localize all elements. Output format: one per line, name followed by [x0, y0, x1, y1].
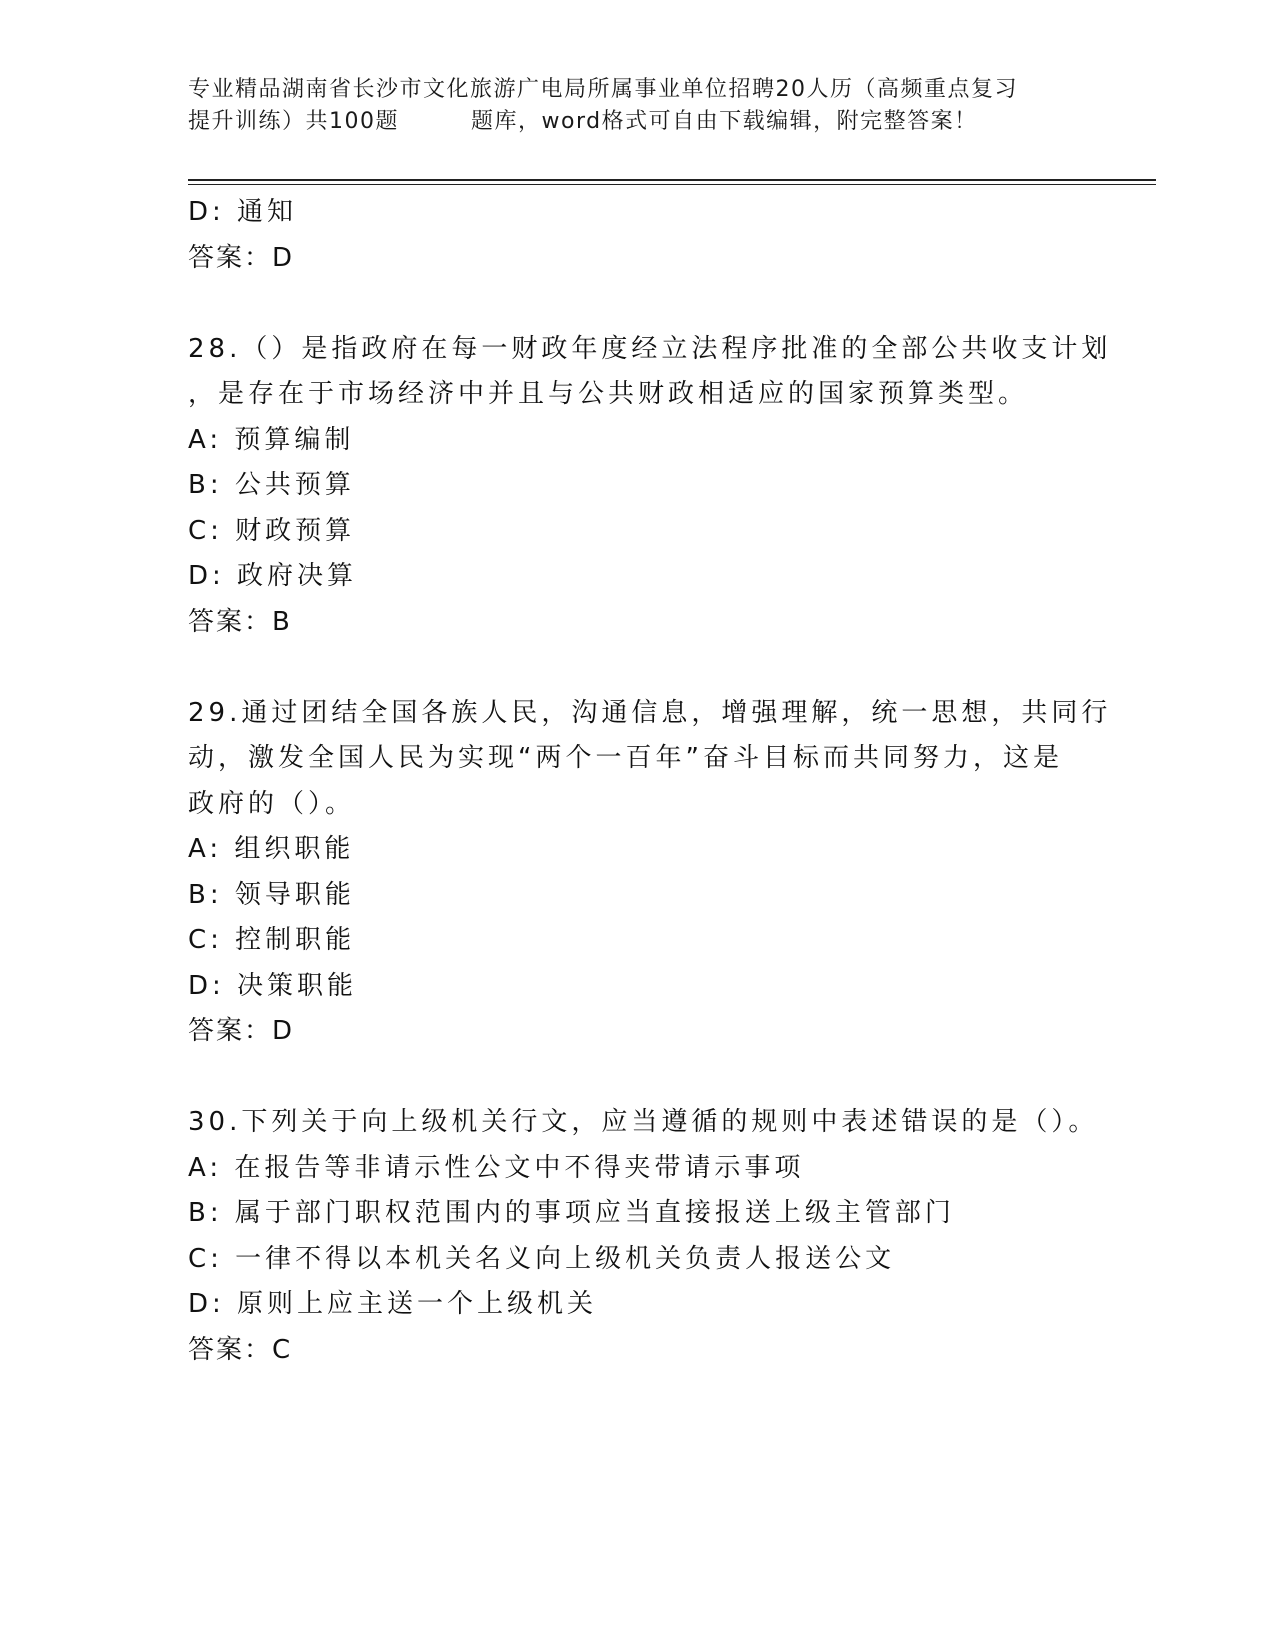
page-header [188, 74, 1088, 138]
option-b: B: 属于部门职权范围内的事项应当直接报送上级主管部门 [188, 1198, 955, 1228]
answer-line: 答案：D [188, 242, 295, 273]
question-stem: 28.（）是指政府在每一财政年度经立法程序批准的全部公共收支计划 [188, 333, 1112, 364]
question-29 [188, 691, 1112, 1055]
option-c: C: 一律不得以本机关名义向上级机关负责人报送公文 [188, 1243, 896, 1274]
header-line-2-part-a: 提升训练）共100题 [188, 109, 399, 134]
answer-line: 答案：D [188, 1016, 295, 1046]
answer-line: 答案：C [188, 1334, 293, 1365]
option-d: D: 通知 [188, 197, 298, 227]
header-rule-thin [188, 184, 1156, 185]
option-a: A: 在报告等非请示性公文中不得夹带请示事项 [188, 1152, 805, 1183]
header-line-2 [188, 106, 1088, 138]
option-b: B: 领导职能 [188, 879, 355, 910]
question-30 [188, 1100, 1099, 1373]
option-b: B: 公共预算 [188, 470, 355, 500]
option-d: D: 政府决算 [188, 561, 358, 591]
header-line-2-part-b: 题库，word格式可自由下载编辑，附完整答案！ [471, 109, 978, 134]
header-line-1: 专业精品湖南省长沙市文化旅游广电局所属事业单位招聘20人历（高频重点复习 [188, 77, 1018, 102]
question-stem: 29.通过团结全国各族人民，沟通信息，增强理解，统一思想，共同行 [188, 697, 1112, 728]
option-a: A: 预算编制 [188, 424, 355, 455]
previous-question-tail [188, 190, 1088, 281]
question-28 [188, 327, 1112, 646]
answer-line: 答案：B [188, 606, 292, 637]
question-stem: 动，激发全国人民为实现“两个一百年”奋斗目标而共同努力，这是 [188, 743, 1063, 773]
option-c: C: 控制职能 [188, 925, 356, 955]
option-d: D: 决策职能 [188, 970, 358, 1001]
option-d: D: 原则上应主送一个上级机关 [188, 1289, 598, 1319]
question-stem: ，是存在于市场经济中并且与公共财政相适应的国家预算类型。 [188, 379, 1029, 409]
option-a: A: 组织职能 [188, 834, 355, 864]
question-stem: 30.下列关于向上级机关行文，应当遵循的规则中表述错误的是（）。 [188, 1107, 1099, 1137]
header-rule-thick [188, 179, 1156, 181]
question-list [188, 190, 1112, 1373]
option-c: C: 财政预算 [188, 515, 356, 546]
question-stem: 政府的（）。 [188, 788, 356, 819]
